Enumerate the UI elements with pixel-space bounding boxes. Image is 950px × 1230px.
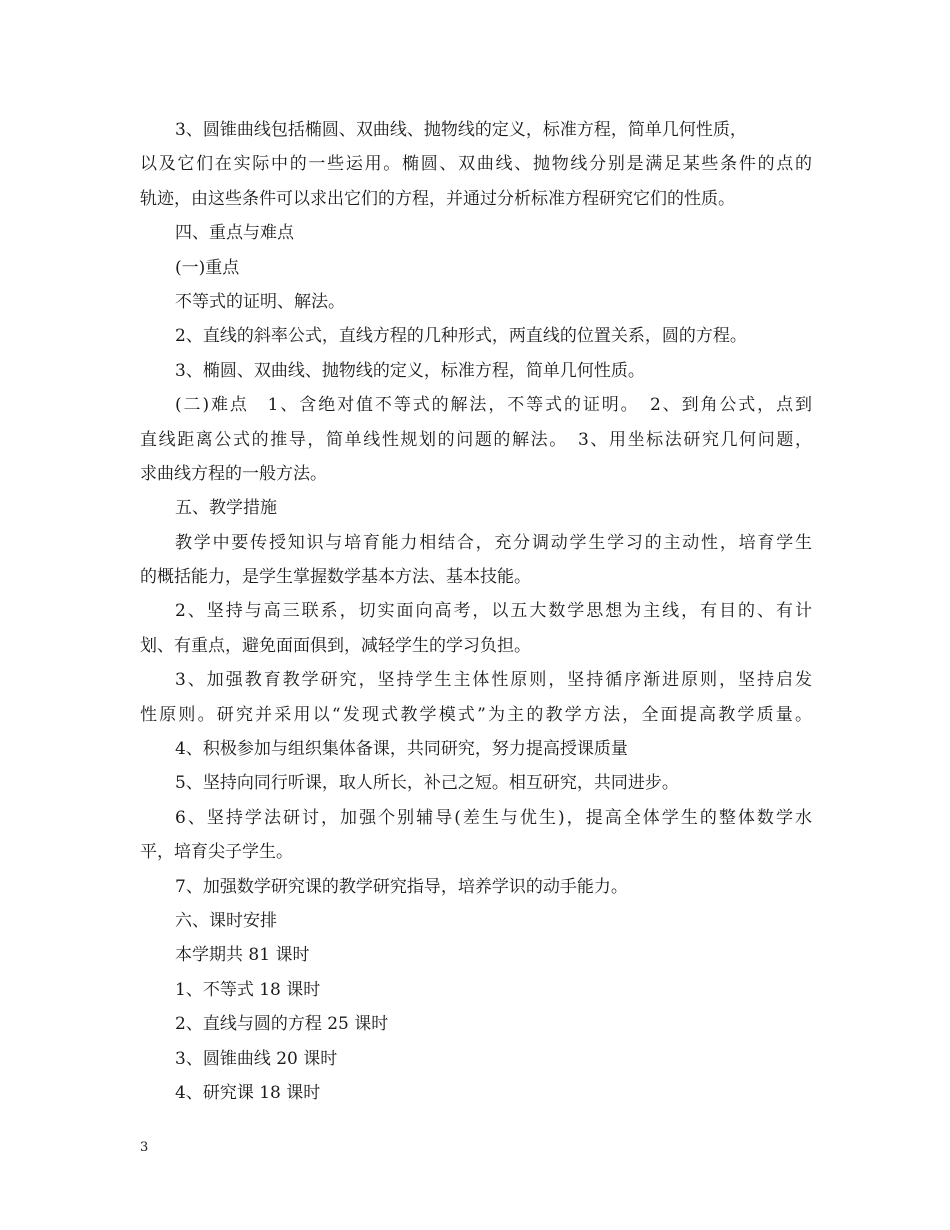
text-line: 7、加强数学研究课的教学研究指导，培养学识的动手能力。 [175, 876, 628, 897]
text-line: 四、重点与难点 [175, 223, 294, 244]
page-number: 3 [140, 1140, 149, 1155]
text-line: 6、坚持学法研讨，加强个别辅导(差生与优生)，提高全体学生的整体数学水 [175, 807, 812, 828]
text-line: 性原则。研究并采用以“发现式教学模式”为主的教学方法，全面提高教学质量。 [140, 704, 812, 725]
text-line: 1、不等式 18 课时 [175, 979, 321, 1000]
text-line: 教学中要传授知识与培育能力相结合，充分调动学生学习的主动性，培育学生 [175, 532, 812, 553]
text-line: 2、直线的斜率公式，直线方程的几种形式，两直线的位置关系，圆的方程。 [175, 326, 747, 347]
text-line: 2、直线与圆的方程 25 课时 [175, 1014, 389, 1035]
text-line: (一)重点 [175, 257, 240, 278]
text-line: (二)难点 1、含绝对值不等式的解法，不等式的证明。 2、到角公式，点到 [175, 395, 812, 416]
text-line: 3、圆锥曲线 20 课时 [175, 1048, 338, 1069]
text-line: 五、教学措施 [175, 498, 277, 519]
text-line: 直线距离公式的推导，简单线性规划的问题的解法。 3、用坐标法研究几何问题， [140, 429, 812, 450]
text-line: 3、加强教育教学研究，坚持学生主体性原则，坚持循序渐进原则，坚持启发 [175, 670, 812, 691]
text-line: 5、坚持向同行听课，取人所长，补己之短。相互研究，共同进步。 [175, 773, 679, 794]
text-line: 六、课时安排 [175, 910, 277, 931]
text-line: 4、积极参加与组织集体备课，共同研究，努力提高授课质量 [175, 739, 628, 760]
text-line: 以及它们在实际中的一些运用。椭圆、双曲线、抛物线分别是满足某些条件的点的 [140, 154, 812, 175]
text-line: 本学期共 81 课时 [175, 945, 310, 966]
text-line: 不等式的证明、解法。 [175, 291, 345, 312]
document-body [140, 113, 812, 1110]
text-line: 的概括能力，是学生掌握数学基本方法、基本技能。 [140, 567, 531, 588]
text-line: 2、坚持与高三联系，切实面向高考，以五大数学思想为主线，有目的、有计 [175, 601, 812, 622]
text-line: 平，培育尖子学生。 [140, 842, 293, 863]
text-line: 轨迹，由这些条件可以求出它们的方程，并通过分析标准方程研究它们的性质。 [140, 188, 735, 209]
text-line: 3、椭圆、双曲线、抛物线的定义，标准方程，简单几何性质。 [175, 360, 645, 381]
text-line: 求曲线方程的一般方法。 [140, 463, 327, 484]
text-line: 划、有重点，避免面面俱到，减轻学生的学习负担。 [140, 635, 531, 656]
text-line: 4、研究课 18 课时 [175, 1082, 321, 1103]
text-line: 3、圆锥曲线包括椭圆、双曲线、抛物线的定义，标准方程，简单几何性质， [175, 120, 747, 140]
